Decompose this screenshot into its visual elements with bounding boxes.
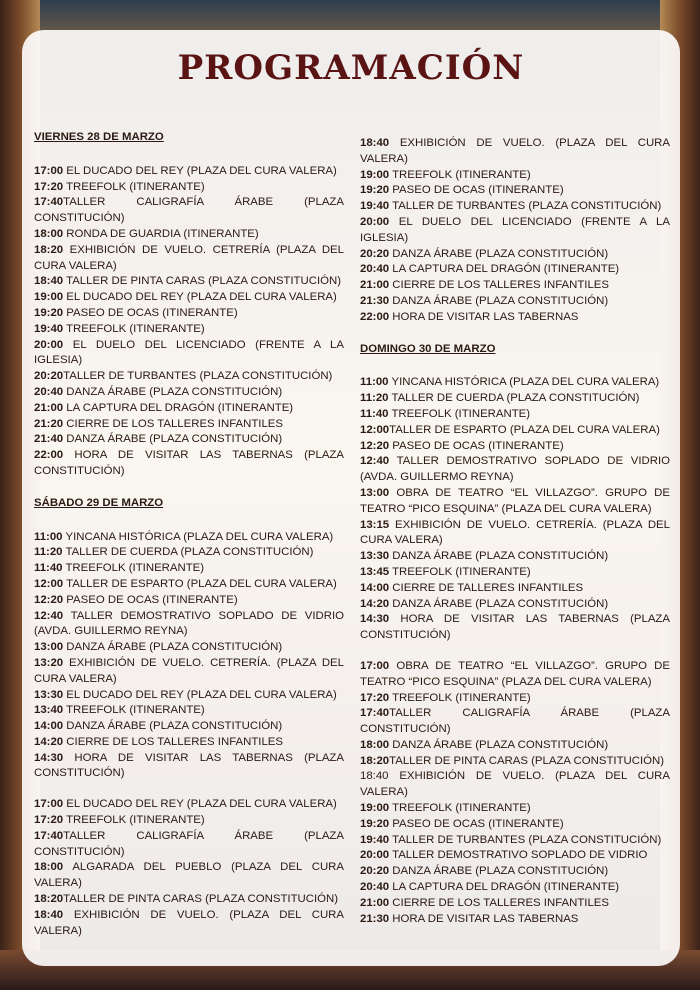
schedule-entry bbox=[360, 817, 670, 833]
schedule-entry bbox=[34, 401, 344, 417]
entry-activity: TREEFOLK (ITINERANTE) bbox=[63, 322, 205, 335]
entry-time: 18:00 bbox=[34, 227, 64, 240]
schedule-entry bbox=[360, 294, 670, 310]
entry-time: 19:00 bbox=[360, 168, 390, 181]
schedule-entry bbox=[34, 609, 344, 641]
entry-activity: DANZA ÁRABE (PLAZA CONSTITUCIÓN) bbox=[389, 597, 609, 610]
entry-time: 11:40 bbox=[360, 407, 389, 420]
schedule-entry bbox=[360, 168, 670, 184]
entry-activity: EL DUELO DEL LICENCIADO (FRENTE A LA IGLESIA) bbox=[34, 338, 344, 367]
entry-activity: RONDA DE GUARDIA (ITINERANTE) bbox=[63, 227, 259, 240]
entry-time: 20:40 bbox=[34, 385, 64, 398]
schedule-entry bbox=[34, 385, 344, 401]
schedule-entry bbox=[34, 561, 344, 577]
entry-activity: TREEFOLK (ITINERANTE) bbox=[389, 565, 531, 578]
schedule-entry bbox=[360, 659, 670, 691]
entry-activity: TREEFOLK (ITINERANTE) bbox=[389, 691, 531, 704]
schedule-entry bbox=[34, 180, 344, 196]
schedule-entry bbox=[34, 593, 344, 609]
schedule-entry bbox=[360, 801, 670, 817]
entry-activity: DANZA ÁRABE (PLAZA CONSTITUCIÓN) bbox=[63, 385, 283, 398]
schedule-entry bbox=[34, 338, 344, 370]
entry-time: 14:00 bbox=[360, 581, 390, 594]
entry-activity: TALLER DE ESPARTO (PLAZA DEL CURA VALERA) bbox=[389, 423, 660, 436]
entry-activity: DANZA ÁRABE (PLAZA CONSTITUCIÓN) bbox=[389, 294, 609, 307]
schedule-entry bbox=[360, 136, 670, 168]
schedule-entry bbox=[360, 848, 670, 864]
entry-activity: TALLER DE ESPARTO (PLAZA DEL CURA VALERA) bbox=[63, 577, 337, 590]
entry-time: 20:20 bbox=[360, 865, 390, 878]
entry-time: 18:40 bbox=[34, 275, 64, 288]
entry-time: 18:20 bbox=[34, 243, 64, 256]
entry-time: 11:00 bbox=[360, 376, 389, 389]
schedule-entry bbox=[360, 199, 670, 215]
entry-activity: DANZA ÁRABE (PLAZA CONSTITUCIÓN) bbox=[389, 550, 609, 563]
entry-time: 17:00 bbox=[34, 798, 64, 811]
entry-activity: ALGARADA DEL PUEBLO (PLAZA DEL CURA VALERA) bbox=[34, 861, 344, 890]
entry-time: 13:00 bbox=[360, 486, 390, 499]
entry-time: 18:00 bbox=[34, 861, 64, 874]
schedule-entry bbox=[360, 833, 670, 849]
entry-activity: EL DUCADO DEL REY (PLAZA DEL CURA VALERA) bbox=[63, 291, 337, 304]
schedule-entry bbox=[360, 880, 670, 896]
entry-activity: CIERRE DE LOS TALLERES INFANTILES bbox=[63, 735, 284, 748]
entry-time: 11:20 bbox=[360, 392, 389, 405]
entry-activity: YINCANA HISTÓRICA (PLAZA DEL CURA VALERA) bbox=[62, 530, 334, 543]
entry-activity: TALLER DEMOSTRATIVO SOPLADO DE VIDRIO (AVDA. GUILLERMO REYNA) bbox=[34, 609, 344, 638]
entry-time: 18:20 bbox=[360, 754, 390, 767]
entry-activity: PASEO DE OCAS (ITINERANTE) bbox=[389, 439, 564, 452]
entry-activity: HORA DE VISITAR LAS TABERNAS bbox=[389, 310, 579, 323]
entry-time: 17:20 bbox=[34, 814, 64, 827]
entry-time: 20:00 bbox=[360, 849, 390, 862]
schedule-entry bbox=[360, 706, 670, 738]
entry-time: 14:20 bbox=[34, 735, 64, 748]
schedule-entry bbox=[34, 530, 344, 546]
schedule-entry bbox=[360, 262, 670, 278]
entry-time: 12:00 bbox=[34, 577, 64, 590]
entry-time: 12:40 bbox=[34, 609, 64, 622]
schedule-entry bbox=[360, 912, 670, 928]
entry-time: 21:40 bbox=[34, 433, 64, 446]
schedule-domingo-afternoon bbox=[360, 659, 670, 928]
schedule-entry bbox=[360, 597, 670, 613]
entry-time: 19:40 bbox=[34, 322, 64, 335]
entry-time: 14:20 bbox=[360, 597, 390, 610]
entry-activity: YINCANA HISTÓRICA (PLAZA DEL CURA VALERA) bbox=[388, 376, 660, 389]
entry-activity: PASEO DE OCAS (ITINERANTE) bbox=[389, 184, 564, 197]
schedule-entry bbox=[34, 860, 344, 892]
entry-activity: TREEFOLK (ITINERANTE) bbox=[63, 180, 205, 193]
day-heading-viernes: VIERNES 28 DE MARZO bbox=[34, 131, 164, 143]
entry-activity: LA CAPTURA DEL DRAGÓN (ITINERANTE) bbox=[389, 881, 620, 894]
schedule-entry bbox=[34, 751, 344, 783]
schedule-entry bbox=[34, 306, 344, 322]
schedule-entry bbox=[360, 215, 670, 247]
entry-activity: PASEO DE OCAS (ITINERANTE) bbox=[63, 306, 238, 319]
entry-time: 20:20 bbox=[360, 247, 390, 260]
schedule-entry bbox=[360, 407, 670, 423]
entry-activity: EXHIBICIÓN DE VUELO. CETRERÍA. (PLAZA DEL CURA VALERA) bbox=[34, 656, 344, 685]
entry-time: 17:20 bbox=[34, 180, 64, 193]
schedule-entry bbox=[360, 612, 670, 644]
schedule-entry bbox=[34, 892, 344, 908]
entry-activity: TALLER DE PINTA CARAS (PLAZA CONSTITUCIÓN) bbox=[63, 275, 341, 288]
entry-time: 17:40 bbox=[34, 196, 64, 209]
entry-time: 20:20 bbox=[34, 370, 64, 383]
schedule-entry bbox=[34, 417, 344, 433]
schedule-entry bbox=[34, 274, 344, 290]
entry-activity: TREEFOLK (ITINERANTE) bbox=[388, 407, 531, 420]
schedule-entry bbox=[360, 565, 670, 581]
entry-time: 17:40 bbox=[34, 829, 64, 842]
entry-time: 13:20 bbox=[34, 656, 64, 669]
schedule-entry bbox=[34, 688, 344, 704]
entry-activity: PASEO DE OCAS (ITINERANTE) bbox=[389, 817, 564, 830]
entry-activity: EL DUCADO DEL REY (PLAZA DEL CURA VALERA) bbox=[63, 164, 337, 177]
entry-activity: HORA DE VISITAR LAS TABERNAS (PLAZA CONSTITUCIÓN) bbox=[360, 613, 670, 642]
page-title: PROGRAMACIÓN bbox=[177, 48, 525, 88]
entry-time: 17:00 bbox=[34, 164, 64, 177]
entry-time: 22:00 bbox=[34, 449, 64, 462]
entry-activity: TALLER DEMOSTRATIVO SOPLADO DE VIDRIO bbox=[389, 849, 648, 862]
entry-activity: TALLER DE TURBANTES (PLAZA CONSTITUCIÓN) bbox=[389, 200, 662, 213]
program-card bbox=[22, 30, 680, 966]
entry-time: 13:00 bbox=[34, 641, 64, 654]
schedule-entry bbox=[360, 864, 670, 880]
entry-activity: DANZA ÁRABE (PLAZA CONSTITUCIÓN) bbox=[63, 433, 283, 446]
spacer bbox=[34, 480, 344, 496]
entry-time: 22:00 bbox=[360, 310, 390, 323]
entry-activity: DANZA ÁRABE (PLAZA CONSTITUCIÓN) bbox=[389, 865, 609, 878]
entry-time: 12:20 bbox=[360, 439, 390, 452]
entry-activity: TALLER CALIGRAFÍA ÁRABE (PLAZA CONSTITUCIÓN) bbox=[34, 196, 344, 225]
entry-activity: CIERRE DE TALLERES INFANTILES bbox=[389, 581, 584, 594]
entry-activity: TALLER DE TURBANTES (PLAZA CONSTITUCIÓN) bbox=[63, 370, 333, 383]
entry-activity: TALLER CALIGRAFÍA ÁRABE (PLAZA CONSTITUCIÓN) bbox=[34, 829, 344, 858]
entry-activity: HORA DE VISITAR LAS TABERNAS (PLAZA CONSTITUCIÓN) bbox=[34, 751, 344, 780]
entry-time: 11:00 bbox=[34, 530, 63, 543]
entry-activity: TREEFOLK (ITINERANTE) bbox=[63, 704, 205, 717]
entry-activity: HORA DE VISITAR LAS TABERNAS (PLAZA CONSTITUCIÓN) bbox=[34, 449, 344, 477]
spacer bbox=[360, 644, 670, 659]
schedule-entry bbox=[34, 829, 344, 861]
entry-activity: TALLER DE PINTA CARAS (PLAZA CONSTITUCIÓN) bbox=[389, 754, 665, 767]
schedule-entry bbox=[34, 719, 344, 735]
entry-time: 21:30 bbox=[360, 912, 390, 925]
schedule-entry bbox=[34, 432, 344, 448]
entry-time: 21:20 bbox=[34, 417, 64, 430]
spacer bbox=[360, 326, 670, 342]
entry-activity: HORA DE VISITAR LAS TABERNAS bbox=[389, 912, 579, 925]
entry-time: 19:40 bbox=[360, 200, 390, 213]
entry-activity: DANZA ÁRABE (PLAZA CONSTITUCIÓN) bbox=[389, 247, 609, 260]
entry-activity: TALLER DE PINTA CARAS (PLAZA CONSTITUCIÓN) bbox=[63, 893, 339, 906]
entry-activity: CIERRE DE LOS TALLERES INFANTILES bbox=[389, 896, 610, 909]
entry-activity: TALLER DE CUERDA (PLAZA CONSTITUCIÓN) bbox=[388, 392, 640, 405]
schedule-domingo-morning bbox=[360, 375, 670, 644]
schedule-entry bbox=[34, 243, 344, 275]
entry-activity: EXHIBICIÓN DE VUELO. (PLAZA DEL CURA VALERA) bbox=[360, 137, 670, 165]
schedule-entry bbox=[34, 195, 344, 227]
left-column bbox=[34, 130, 344, 939]
schedule-entry bbox=[360, 375, 670, 391]
schedule-entry bbox=[34, 448, 344, 480]
schedule-entry bbox=[360, 581, 670, 597]
entry-activity: TALLER CALIGRAFÍA ÁRABE (PLAZA CONSTITUCIÓN) bbox=[360, 707, 670, 736]
entry-time: 12:00 bbox=[360, 423, 390, 436]
entry-activity: EL DUCADO DEL REY (PLAZA DEL CURA VALERA) bbox=[63, 688, 337, 701]
schedule-entry bbox=[34, 227, 344, 243]
entry-activity: TALLER DE CUERDA (PLAZA CONSTITUCIÓN) bbox=[62, 546, 314, 559]
schedule-entry bbox=[360, 454, 670, 486]
schedule-sabado-afternoon bbox=[34, 797, 344, 939]
entry-activity: DANZA ÁRABE (PLAZA CONSTITUCIÓN) bbox=[389, 738, 609, 751]
spacer bbox=[34, 782, 344, 797]
schedule-entry bbox=[360, 486, 670, 518]
schedule-entry bbox=[34, 290, 344, 306]
schedule-entry bbox=[360, 310, 670, 326]
schedule-entry bbox=[360, 518, 670, 550]
entry-activity: TALLER DE TURBANTES (PLAZA CONSTITUCIÓN) bbox=[389, 833, 662, 846]
entry-time: 17:40 bbox=[360, 707, 390, 720]
entry-time: 19:20 bbox=[360, 184, 390, 197]
entry-activity: TREEFOLK (ITINERANTE) bbox=[63, 814, 205, 827]
entry-activity: TREEFOLK (ITINERANTE) bbox=[389, 802, 531, 815]
entry-time: 18:00 bbox=[360, 738, 390, 751]
entry-time: 14:00 bbox=[34, 720, 64, 733]
schedule-entry bbox=[34, 369, 344, 385]
right-column bbox=[360, 136, 670, 927]
entry-time: 13:45 bbox=[360, 565, 390, 578]
entry-activity: TREEFOLK (ITINERANTE) bbox=[389, 168, 531, 181]
entry-time: 13:40 bbox=[34, 704, 64, 717]
schedule-entry bbox=[34, 322, 344, 338]
schedule-sabado-afternoon-cont bbox=[360, 136, 670, 326]
entry-time: 21:00 bbox=[360, 896, 390, 909]
entry-time: 21:30 bbox=[360, 294, 390, 307]
entry-activity: EXHIBICIÓN DE VUELO. CETRERÍA. (PLAZA DEL CURA VALERA) bbox=[360, 518, 670, 547]
schedule-entry bbox=[34, 577, 344, 593]
schedule-entry bbox=[360, 439, 670, 455]
entry-time: 20:00 bbox=[34, 338, 64, 351]
entry-time: 19:00 bbox=[34, 291, 64, 304]
schedule-entry bbox=[360, 769, 670, 801]
entry-activity: PASEO DE OCAS (ITINERANTE) bbox=[63, 593, 238, 606]
entry-time: 19:20 bbox=[360, 817, 390, 830]
schedule-entry bbox=[34, 164, 344, 180]
entry-activity: EL DUCADO DEL REY (PLAZA DEL CURA VALERA) bbox=[63, 798, 337, 811]
schedule-entry bbox=[34, 813, 344, 829]
schedule-entry bbox=[360, 738, 670, 754]
entry-activity: EXHIBICIÓN DE VUELO. (PLAZA DEL CURA VALERA) bbox=[34, 908, 344, 937]
day-heading-domingo: DOMINGO 30 DE MARZO bbox=[360, 342, 496, 355]
schedule-entry bbox=[360, 278, 670, 294]
schedule-entry bbox=[34, 735, 344, 751]
entry-time: 17:20 bbox=[360, 691, 390, 704]
entry-time: 11:40 bbox=[34, 562, 63, 575]
entry-time: 20:40 bbox=[360, 881, 390, 894]
schedule-entry bbox=[360, 247, 670, 263]
schedule-sabado-morning bbox=[34, 530, 344, 783]
schedule-entry bbox=[360, 423, 670, 439]
entry-activity: DANZA ÁRABE (PLAZA CONSTITUCIÓN) bbox=[63, 720, 283, 733]
entry-time: 13:30 bbox=[360, 550, 390, 563]
schedule-entry bbox=[34, 797, 344, 813]
day-heading-sabado: SÁBADO 29 DE MARZO bbox=[34, 496, 164, 509]
entry-activity: EXHIBICIÓN DE VUELO. (PLAZA DEL CURA VALERA) bbox=[360, 770, 670, 799]
entry-activity: DANZA ÁRABE (PLAZA CONSTITUCIÓN) bbox=[63, 641, 283, 654]
entry-time: 21:00 bbox=[34, 401, 64, 414]
entry-activity: CIERRE DE LOS TALLERES INFANTILES bbox=[63, 417, 284, 430]
schedule-entry bbox=[34, 908, 344, 940]
entry-time: 14:30 bbox=[360, 613, 390, 626]
entry-time: 19:00 bbox=[360, 802, 390, 815]
entry-time: 20:40 bbox=[360, 263, 390, 276]
entry-time: 18:20 bbox=[34, 893, 64, 906]
entry-time: 12:40 bbox=[360, 455, 390, 468]
entry-activity: EXHIBICIÓN DE VUELO. CETRERÍA (PLAZA DEL CURA VALERA) bbox=[34, 243, 344, 272]
entry-activity: CIERRE DE LOS TALLERES INFANTILES bbox=[389, 279, 610, 292]
schedule-entry bbox=[360, 754, 670, 770]
entry-time: 14:30 bbox=[34, 751, 64, 764]
entry-time: 13:30 bbox=[34, 688, 64, 701]
schedule-entry bbox=[34, 703, 344, 719]
entry-activity: OBRA DE TEATRO “EL VILLAZGO”. GRUPO DE TEATRO “PICO ESQUINA” (PLAZA DEL CURA VALERA) bbox=[360, 486, 670, 515]
schedule-entry bbox=[34, 545, 344, 561]
entry-activity: LA CAPTURA DEL DRAGÓN (ITINERANTE) bbox=[389, 263, 620, 276]
schedule-entry bbox=[360, 691, 670, 707]
entry-time: 13:15 bbox=[360, 518, 390, 531]
entry-time: 19:20 bbox=[34, 306, 64, 319]
entry-activity: TALLER DEMOSTRATIVO SOPLADO DE VIDRIO (AVDA. GUILLERMO REYNA) bbox=[360, 455, 670, 484]
entry-activity: EL DUELO DEL LICENCIADO (FRENTE A LA IGLESIA) bbox=[360, 215, 670, 244]
entry-activity: LA CAPTURA DEL DRAGÓN (ITINERANTE) bbox=[63, 401, 294, 414]
entry-time: 20:00 bbox=[360, 215, 390, 228]
entry-time: 12:20 bbox=[34, 593, 64, 606]
schedule-entry bbox=[360, 183, 670, 199]
entry-time: 21:00 bbox=[360, 279, 390, 292]
schedule-entry bbox=[360, 896, 670, 912]
entry-activity: OBRA DE TEATRO “EL VILLAZGO”. GRUPO DE TEATRO “PICO ESQUINA” (PLAZA DEL CURA VALERA) bbox=[360, 659, 670, 688]
entry-activity: TREEFOLK (ITINERANTE) bbox=[62, 562, 205, 575]
entry-time: 17:00 bbox=[360, 659, 390, 672]
schedule-viernes bbox=[34, 164, 344, 480]
schedule-entry bbox=[34, 640, 344, 656]
entry-time: 18:40 bbox=[360, 137, 390, 149]
entry-time: 18:40 bbox=[360, 770, 389, 783]
entry-time: 11:20 bbox=[34, 546, 63, 559]
schedule-entry bbox=[360, 391, 670, 407]
entry-time: 18:40 bbox=[34, 908, 64, 921]
schedule-entry bbox=[34, 656, 344, 688]
entry-time: 19:40 bbox=[360, 833, 390, 846]
schedule-entry bbox=[360, 549, 670, 565]
